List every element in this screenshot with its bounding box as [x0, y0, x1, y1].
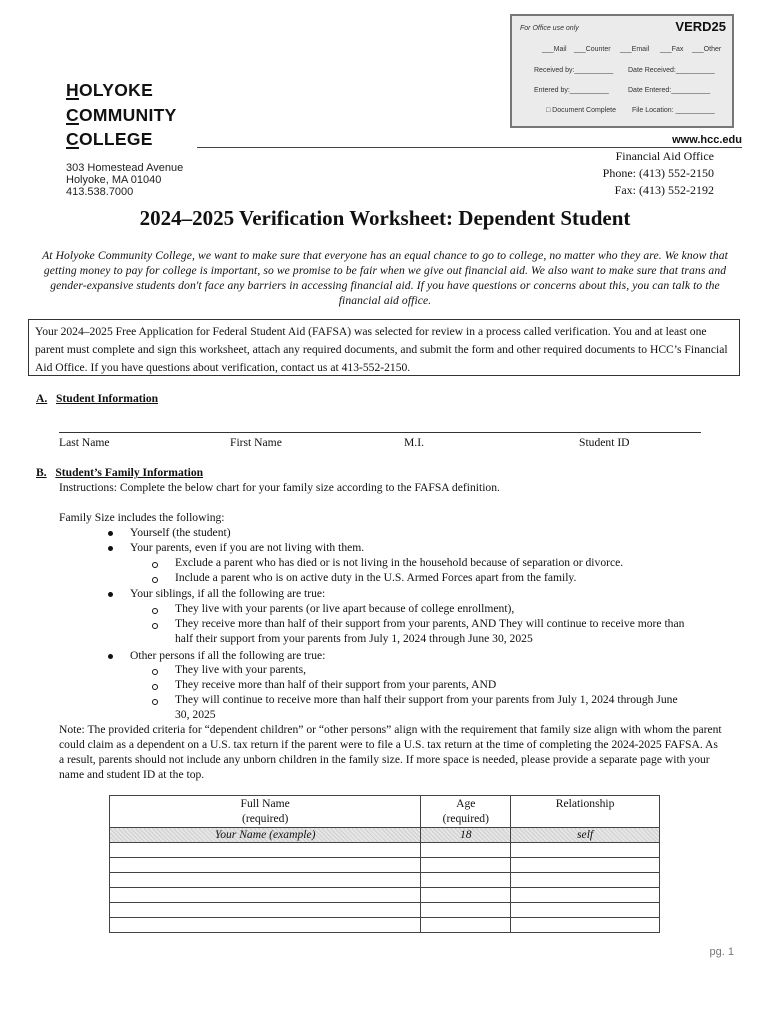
cell-age[interactable]: [421, 873, 511, 888]
student-info-line[interactable]: [59, 432, 701, 433]
sub-bullet-icon: [152, 669, 158, 675]
cell-name[interactable]: [110, 858, 421, 873]
table-row: [110, 843, 660, 858]
example-name: Your Name (example): [110, 828, 421, 843]
logo-line-1: HOLYOKE: [66, 80, 154, 100]
example-relationship: self: [511, 828, 660, 843]
office-use-box: [510, 14, 734, 128]
sub-bullet-icon: [152, 608, 158, 614]
date-received: Date Received:__________: [628, 67, 715, 74]
family-instructions: Instructions: Complete the below chart for your family size according to the FAFSA definition.: [59, 481, 500, 494]
header-divider: [197, 147, 742, 148]
table-header-row: [110, 796, 660, 828]
sub-bullet-icon: [152, 577, 158, 583]
office-name: Financial Aid Office: [615, 149, 714, 163]
table-row: [110, 903, 660, 918]
item-other-live: They live with your parents,: [175, 663, 307, 676]
item-parents-include: Include a parent who is on active duty in the U.S. Armed Forces apart from the family.: [175, 571, 577, 584]
section-a-heading: A. Student Information: [36, 392, 159, 405]
header-full-name: Full Name (required): [110, 796, 421, 828]
family-size-note: Note: The provided criteria for “dependent children” or “other persons” align with the requirement that family size align with whom the parent could claim as a dependent on a U.S. tax return if the parent were to file a U.S. tax return at the time of completing the 2024-2025 FAFSA. As a result, parents should not include any unborn children in the family size. If more space is needed, please provide a separate page with your name and student ID at the top.: [59, 723, 722, 781]
item-other-persons: Other persons if all the following are true:: [130, 649, 326, 662]
item-siblings-live: They live with your parents (or live apart because of college enrollment),: [175, 602, 515, 615]
cell-relationship[interactable]: [511, 873, 660, 888]
logo-line-3: COLLEGE: [66, 129, 153, 149]
field-student-id: Student ID: [579, 436, 630, 449]
method-email: ___Email: [620, 46, 650, 53]
cell-relationship[interactable]: [511, 858, 660, 873]
item-siblings-support-cont: half their support from your parents from July 1, 2024 through June 30, 2025: [175, 632, 533, 645]
item-parents-exclude: Exclude a parent who has died or is not living in the household because of separation or divorce.: [175, 556, 624, 569]
method-other: ___Other: [692, 46, 722, 53]
table-row: [110, 873, 660, 888]
cell-relationship[interactable]: [511, 888, 660, 903]
method-mail: ___Mail: [542, 46, 567, 53]
field-first-name: First Name: [230, 436, 282, 449]
cell-age[interactable]: [421, 858, 511, 873]
page-number: pg. 1: [709, 946, 734, 958]
table-row: [110, 858, 660, 873]
office-use-heading: For Office use only: [520, 25, 579, 32]
sub-bullet-icon: [152, 562, 158, 568]
cell-age[interactable]: [421, 903, 511, 918]
field-last-name: Last Name: [59, 436, 110, 449]
family-size-includes: Family Size includes the following:: [59, 511, 225, 524]
sub-bullet-icon: [152, 699, 158, 705]
cell-name[interactable]: [110, 843, 421, 858]
item-other-support: They receive more than half of their support from your parents, AND: [175, 678, 497, 691]
address-city: Holyoke, MA 01040: [66, 174, 162, 186]
office-fax: Fax: (413) 552-2192: [614, 183, 714, 197]
bullet-icon: [108, 531, 113, 536]
method-fax: ___Fax: [660, 46, 684, 53]
item-other-continue: They will continue to receive more than half their support from your parents from July 1, 2024 through June: [175, 693, 678, 706]
cell-relationship[interactable]: [511, 903, 660, 918]
section-b-heading: B. Student’s Family Information: [36, 466, 204, 479]
cell-age[interactable]: [421, 888, 511, 903]
cell-name[interactable]: [110, 873, 421, 888]
cell-relationship[interactable]: [511, 843, 660, 858]
family-members-table: [109, 795, 660, 933]
received-by: Received by:__________: [534, 67, 614, 74]
date-entered: Date Entered:__________: [628, 87, 711, 94]
cell-age[interactable]: [421, 843, 511, 858]
item-siblings: Your siblings, if all the following are true:: [130, 587, 326, 600]
address-phone: 413.538.7000: [66, 186, 134, 198]
cell-age[interactable]: [421, 918, 511, 933]
table-row-example: [110, 828, 660, 843]
item-yourself: Yourself (the student): [130, 526, 231, 539]
item-parents: Your parents, even if you are not living with them.: [130, 541, 365, 554]
cell-name[interactable]: [110, 918, 421, 933]
college-address: [66, 162, 183, 198]
intro-statement: At Holyoke Community College, we want to make sure that everyone has an equal chance to go to college, no matter who they are. We know that getting money to pay for college is important, so we promise to be fair when we give out financial aid. We also want to make sure that trans and gender-expansive students don't face any barriers in accessing financial aid. If you have questions or concerns about this, you can talk to the financial aid office.: [42, 249, 728, 307]
item-siblings-support: They receive more than half of their support from your parents, AND They will continue to receive more than: [175, 617, 685, 630]
table-row: [110, 918, 660, 933]
table-row: [110, 888, 660, 903]
sub-bullet-icon: [152, 623, 158, 629]
header-relationship: Relationship: [511, 796, 660, 828]
office-phone: Phone: (413) 552-2150: [602, 166, 714, 180]
cell-name[interactable]: [110, 903, 421, 918]
document-complete: □ Document Complete: [546, 107, 616, 114]
header-age: Age (required): [421, 796, 511, 828]
verification-notice: Your 2024–2025 Free Application for Federal Student Aid (FAFSA) was selected for review in a process called verification. You and at least one parent must complete and sign this worksheet, attach any required documents, and submit the form and other required documents to HCC’s Financial Aid Office. If you have questions about verification, contact us at 413-552-2150.: [28, 319, 740, 376]
page-title: 2024–2025 Verification Worksheet: Dependent Student: [139, 206, 631, 230]
cell-relationship[interactable]: [511, 918, 660, 933]
method-counter: ___Counter: [574, 46, 611, 53]
item-other-continue-cont: 30, 2025: [175, 708, 216, 721]
bullet-icon: [108, 592, 113, 597]
bullet-icon: [108, 546, 113, 551]
file-location: File Location: __________: [632, 107, 715, 114]
address-street: 303 Homestead Avenue: [66, 162, 184, 174]
form-code: VERD25: [675, 19, 726, 34]
bullet-icon: [108, 654, 113, 659]
logo-line-2: COMMUNITY: [66, 104, 177, 125]
cell-name[interactable]: [110, 888, 421, 903]
entered-by: Entered by:__________: [534, 87, 609, 94]
college-website[interactable]: www.hcc.edu: [672, 134, 742, 146]
example-age: 18: [421, 828, 511, 843]
sub-bullet-icon: [152, 684, 158, 690]
college-logo: [66, 82, 177, 149]
field-mi: M.I.: [404, 436, 424, 449]
